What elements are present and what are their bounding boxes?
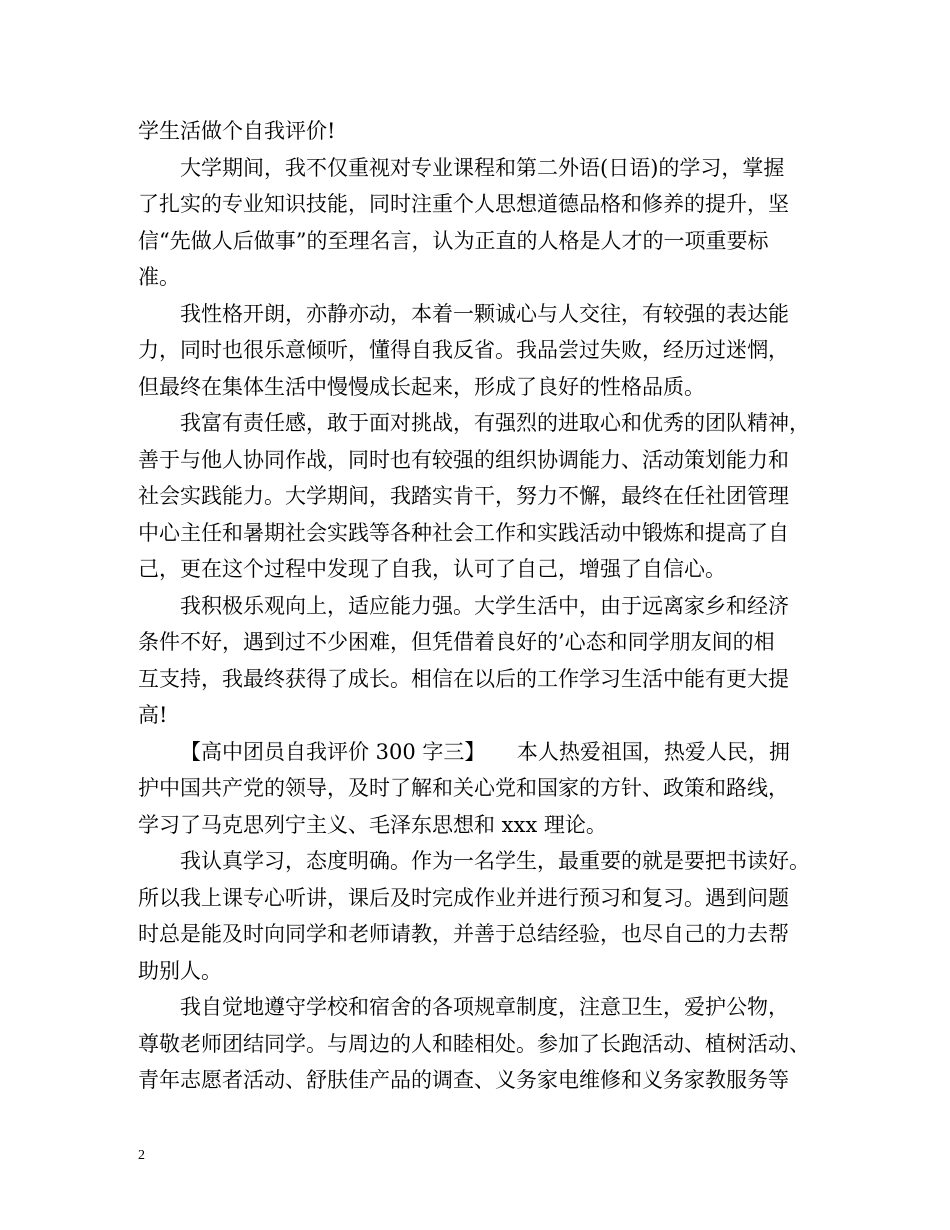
text-line: 中心主任和暑期社会实践等各种社会工作和实践活动中锻炼和提高了自: [138, 520, 789, 545]
text-line: 时总是能及时向同学和老师请教，并善于总结经验，也尽自己的力去帮: [138, 922, 789, 946]
text-line: 社会实践能力。大学期间，我踏实肯干，努力不懈，最终在任社团管理: [138, 484, 789, 508]
text-line: 准。: [138, 265, 180, 289]
text-line: 我自觉地遵守学校和宿舍的各项规章制度，注意卫生，爱护公物，: [180, 995, 789, 1019]
body-text: [138, 113, 818, 1099]
text-line: 了扎实的专业知识技能，同时注重个人思想道德品格和修养的提升，坚: [138, 192, 789, 216]
text-line: 高!: [138, 703, 168, 727]
text-line: 条件不好，遇到过不少困难，但凭借着良好的’心态和同学朋友间的相: [138, 630, 775, 654]
text-line: 我性格开朗，亦静亦动，本着一颗诚心与人交往，有较强的表达能: [180, 301, 789, 326]
text-line: 学生活做个自我评价!: [138, 119, 336, 143]
text-line: 尊敬老师团结同学。与周边的人和睦相处。参加了长跑活动、植树活动、: [138, 1031, 810, 1056]
text-line: 但最终在集体生活中慢慢成长起来，形成了良好的性格品质。: [138, 374, 705, 399]
text-line: 青年志愿者活动、舒肤佳产品的调查、义务家电维修和义务家教服务等: [138, 1068, 789, 1092]
text-line: 大学期间，我不仅重视对专业课程和第二外语(日语)的学习，掌握: [180, 155, 785, 180]
text-line: 【高中团员自我评价 300 字三】 本人热爱祖国，热爱人民，拥: [180, 739, 790, 764]
text-line: 信“先做人后做事”的至理名言，认为正直的人格是人才的一项重要标: [138, 228, 769, 253]
text-line: 所以我上课专心听讲，课后及时完成作业并进行预习和复习。遇到问题: [138, 885, 789, 910]
text-line: 我认真学习，态度明确。作为一名学生，最重要的就是要把书读好。: [180, 849, 810, 873]
text-line: 善于与他人协同作战，同时也有较强的组织协调能力、活动策划能力和: [138, 447, 789, 472]
text-line: 学习了马克思列宁主义、毛泽东思想和 xxx 理论。: [138, 812, 607, 837]
text-line: 我富有责任感，敢于面对挑战，有强烈的进取心和优秀的团队精神，: [180, 411, 810, 435]
page-number: 2: [138, 1148, 145, 1163]
text-line: 助别人。: [138, 958, 222, 983]
text-line: 己，更在这个过程中发现了自我，认可了自己，增强了自信心。: [138, 557, 726, 581]
text-line: 力，同时也很乐意倾听，懂得自我反省。我品尝过失败，经历过迷惘，: [138, 338, 789, 362]
text-line: 护中国共产党的领导，及时了解和关心党和国家的方针、政策和路线，: [138, 776, 789, 800]
text-line: 互支持，我最终获得了成长。相信在以后的工作学习生活中能有更大提: [138, 666, 789, 691]
text-line: 我积极乐观向上，适应能力强。大学生活中，由于远离家乡和经济: [180, 593, 789, 618]
